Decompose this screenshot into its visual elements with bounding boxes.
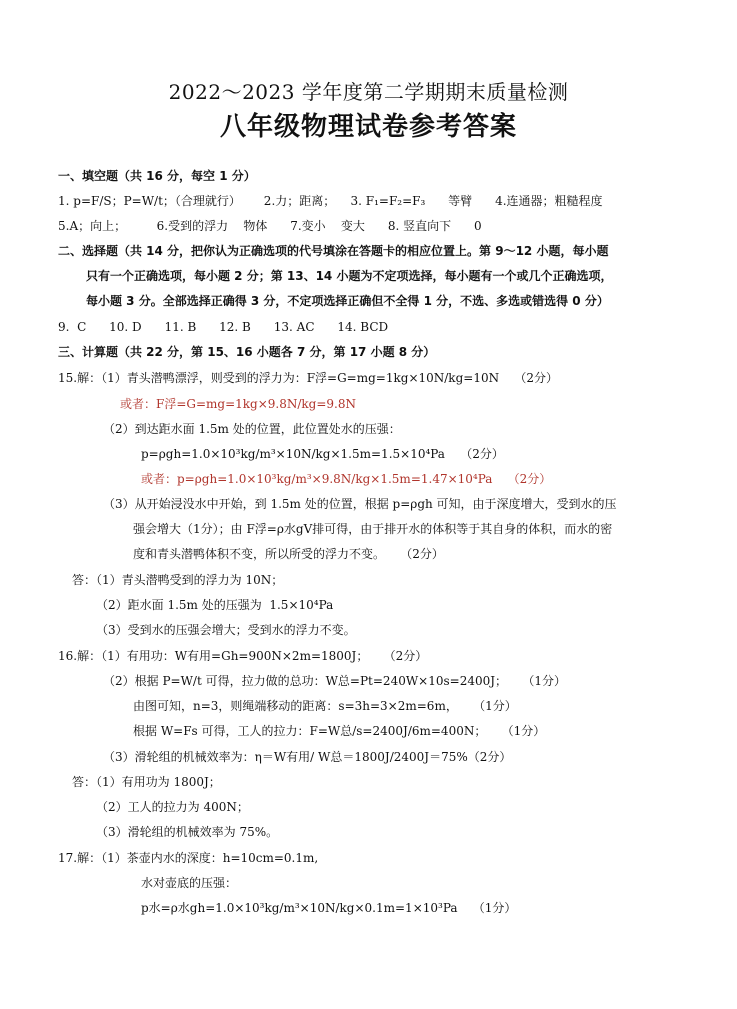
fill-blank-answers-line1: 1. p=F/S；P=W/t；（合理就行） 2.力；距离； 3. F₁=F₂=F₃ 等臂 4.连通器；粗糙程度: [58, 194, 603, 208]
q16-part2-line1: （2）根据 P=W/t 可得，拉力做的总功：W总=Pt=240W×10s=2400J； （1分）: [103, 674, 566, 688]
q17-part1-formula: p水=ρ水gh=1.0×10³kg/m³×10N/kg×0.1m=1×10³Pa （1分）: [141, 901, 517, 915]
q15-answer1: 答：（1）青头潜鸭受到的浮力为 10N；: [72, 573, 284, 587]
section1-heading: 一、填空题（共 16 分，每空 1 分）: [58, 169, 256, 183]
q16-part1: 16.解：（1）有用功：W有用=Gh=900N×2m=1800J； （2分）: [58, 649, 428, 663]
exam-title: 2022～2023 学年度第二学期期末质量检测: [168, 80, 569, 104]
q17-part1-line1: 17.解：（1）茶壶内水的深度：h=10cm=0.1m,: [58, 851, 319, 865]
section2-heading-cont1: 只有一个正确选项，每小题 2 分；第 13、14 小题为不定项选择，每小题有一个或几个正确选项，: [86, 269, 613, 283]
q16-answer1: 答：（1）有用功为 1800J；: [72, 775, 221, 789]
q15-part3-line2: 强会增大（1分）；由 F浮=ρ水gV排可得，由于排开水的体积等于其自身的体积，而水的密: [133, 522, 613, 536]
q15-part1-alt: 或者：F浮=G=mg=1kg×9.8N/kg=9.8N: [120, 397, 356, 411]
q15-part1: 15.解：（1）青头潜鸭漂浮，则受到的浮力为：F浮=G=mg=1kg×10N/kg=10N （2分）: [58, 371, 558, 385]
q15-part2-formula: p=ρgh=1.0×10³kg/m³×10N/kg×1.5m=1.5×10⁴Pa （2分）: [141, 447, 504, 461]
q15-answer3: （3）受到水的压强会增大；受到水的浮力不变。: [96, 623, 356, 637]
q15-part2: （2）到达距水面 1.5m 处的位置，此位置处水的压强：: [103, 422, 401, 436]
section2-heading-cont2: 每小题 3 分。全部选择正确得 3 分，不定项选择正确但不全得 1 分，不选、多选或错选得 0 分）: [86, 294, 609, 308]
q15-answer2: （2）距水面 1.5m 处的压强为 1.5×10⁴Pa: [96, 598, 334, 612]
q16-part2-line2: 由图可知，n=3，则绳端移动的距离：s=3h=3×2m=6m， （1分）: [133, 699, 517, 713]
choice-answers: 9. C 10. D 11. B 12. B 13. AC 14. BCD: [58, 320, 389, 334]
q15-part2-alt: 或者：p=ρgh=1.0×10³kg/m³×9.8N/kg×1.5m=1.47×10⁴Pa （2分）: [141, 472, 552, 486]
q17-part1-line2: 水对壶底的压强：: [141, 876, 238, 890]
section2-heading: 二、选择题（共 14 分，把你认为正确选项的代号填涂在答题卡的相应位置上。第 9～12 小题，每小题: [58, 244, 609, 258]
answer-key-subtitle: 八年级物理试卷参考答案: [219, 112, 517, 142]
q16-part2-line3: 根据 W=Fs 可得，工人的拉力：F=W总/s=2400J/6m=400N； （1分）: [133, 724, 546, 738]
q16-part3: （3）滑轮组的机械效率为：η＝W有用/ W总＝1800J/2400J＝75%（2分）: [103, 750, 512, 764]
q16-answer3: （3）滑轮组的机械效率为 75%。: [96, 825, 279, 839]
q15-part3-line3: 度和青头潜鸭体积不变，所以所受的浮力不变。 （2分）: [133, 547, 444, 561]
section3-heading: 三、计算题（共 22 分，第 15、16 小题各 7 分，第 17 小题 8 分）: [58, 345, 436, 359]
q16-answer2: （2）工人的拉力为 400N；: [96, 800, 249, 814]
q15-part3-line1: （3）从开始浸没水中开始，到 1.5m 处的位置，根据 p=ρgh 可知，由于深度增大，受到水的压: [103, 497, 617, 511]
fill-blank-answers-line2: 5.A；向上； 6.受到的浮力 物体 7.变小 变大 8. 竖直向下 0: [58, 219, 482, 233]
